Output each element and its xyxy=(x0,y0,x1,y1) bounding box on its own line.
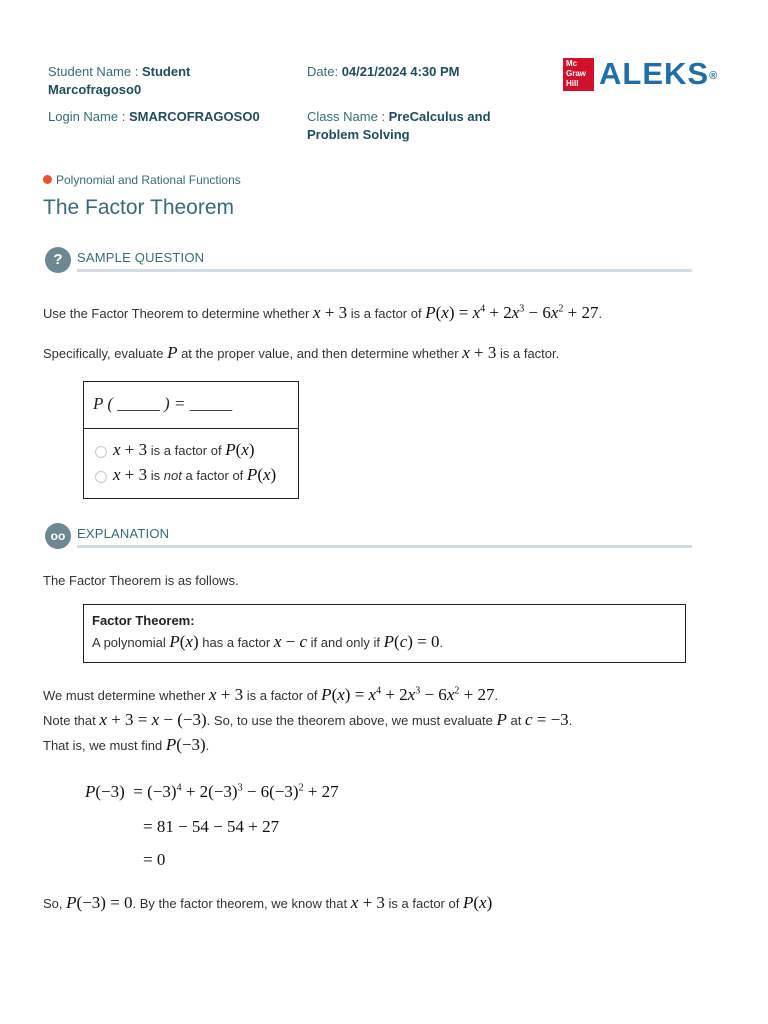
calculation-step-3: = 0 xyxy=(143,850,166,869)
radio-button[interactable] xyxy=(95,471,107,483)
aleks-logo: ALEKS® xyxy=(599,56,719,91)
explanation-line-2: Note that x + 3 = x − (−3). So, to use the theorem above, we must evaluate P at c = −3. xyxy=(43,710,573,729)
explanation-line-1: We must determine whether x + 3 is a factor of $P(x) = x^4 + 2x^3 - 6x^2 + 27$. xyxy=(43,685,499,704)
question-prompt: Use the Factor Theorem to determine whether x + 3 is a factor of $P(x) = x^4 + 2x^3 - 6x^2 + 27$. xyxy=(43,303,603,322)
explanation-line-3: That is, we must find P(−3). xyxy=(43,735,210,754)
topic-category: Polynomial and Rational Functions xyxy=(43,173,241,187)
section-divider xyxy=(77,269,692,272)
student-name-field: Student Name : Student Marcofragoso0 xyxy=(48,64,191,97)
radio-button[interactable] xyxy=(95,446,107,458)
theorem-title: Factor Theorem: xyxy=(92,613,195,628)
class-name-field: Class Name : PreCalculus and Problem Solving xyxy=(307,109,491,142)
bullet-dot-icon xyxy=(43,175,52,184)
calculation-step-2: = 81 − 54 − 54 + 27 xyxy=(143,817,280,836)
registered-mark: ® xyxy=(709,70,719,82)
login-name-field: Login Name : SMARCOFRAGOSO0 xyxy=(48,109,260,124)
question-instruction: Specifically, evaluate P at the proper value, and then determine whether x + 3 is a factor. xyxy=(43,343,560,362)
page-title: The Factor Theorem xyxy=(43,196,235,219)
question-mark-icon: ? xyxy=(45,247,71,273)
evaluation-blank-text: P ( _____ ) = _____ xyxy=(93,394,233,413)
date-field: Date: 04/21/2024 4:30 PM xyxy=(307,64,460,79)
answer-divider xyxy=(84,428,298,429)
answer-box xyxy=(83,381,299,499)
explanation-intro: The Factor Theorem is as follows. xyxy=(43,573,239,588)
theorem-box xyxy=(83,604,686,663)
option-is-factor[interactable]: x + 3 is a factor of P(x) xyxy=(95,440,254,460)
section-divider xyxy=(77,545,692,548)
option-not-factor[interactable]: x + 3 is not a factor of P(x) xyxy=(95,465,276,485)
polynomial-expression: $P(x) = x^4 + 2x^3 - 6x^2 + 27$ xyxy=(425,303,599,322)
factor-expression: x + 3 xyxy=(313,303,348,322)
explanation-heading: EXPLANATION xyxy=(77,526,170,541)
evaluation-blank[interactable] xyxy=(93,394,232,414)
conclusion: So, P(−3) = 0. By the factor theorem, we know that x + 3 is a factor of P(x) xyxy=(43,893,493,912)
glasses-icon: oo xyxy=(45,523,71,549)
mcgraw-hill-logo: Mc Graw Hill xyxy=(563,58,594,91)
sample-question-heading: SAMPLE QUESTION xyxy=(77,250,205,265)
theorem-statement: A polynomial P(x) has a factor x − c if and only if P(c) = 0. xyxy=(92,632,444,651)
calculation-step-1: $P(-3) = (-3)^4 + 2(-3)^3 - 6(-3)^2 + 27$ xyxy=(85,782,339,801)
